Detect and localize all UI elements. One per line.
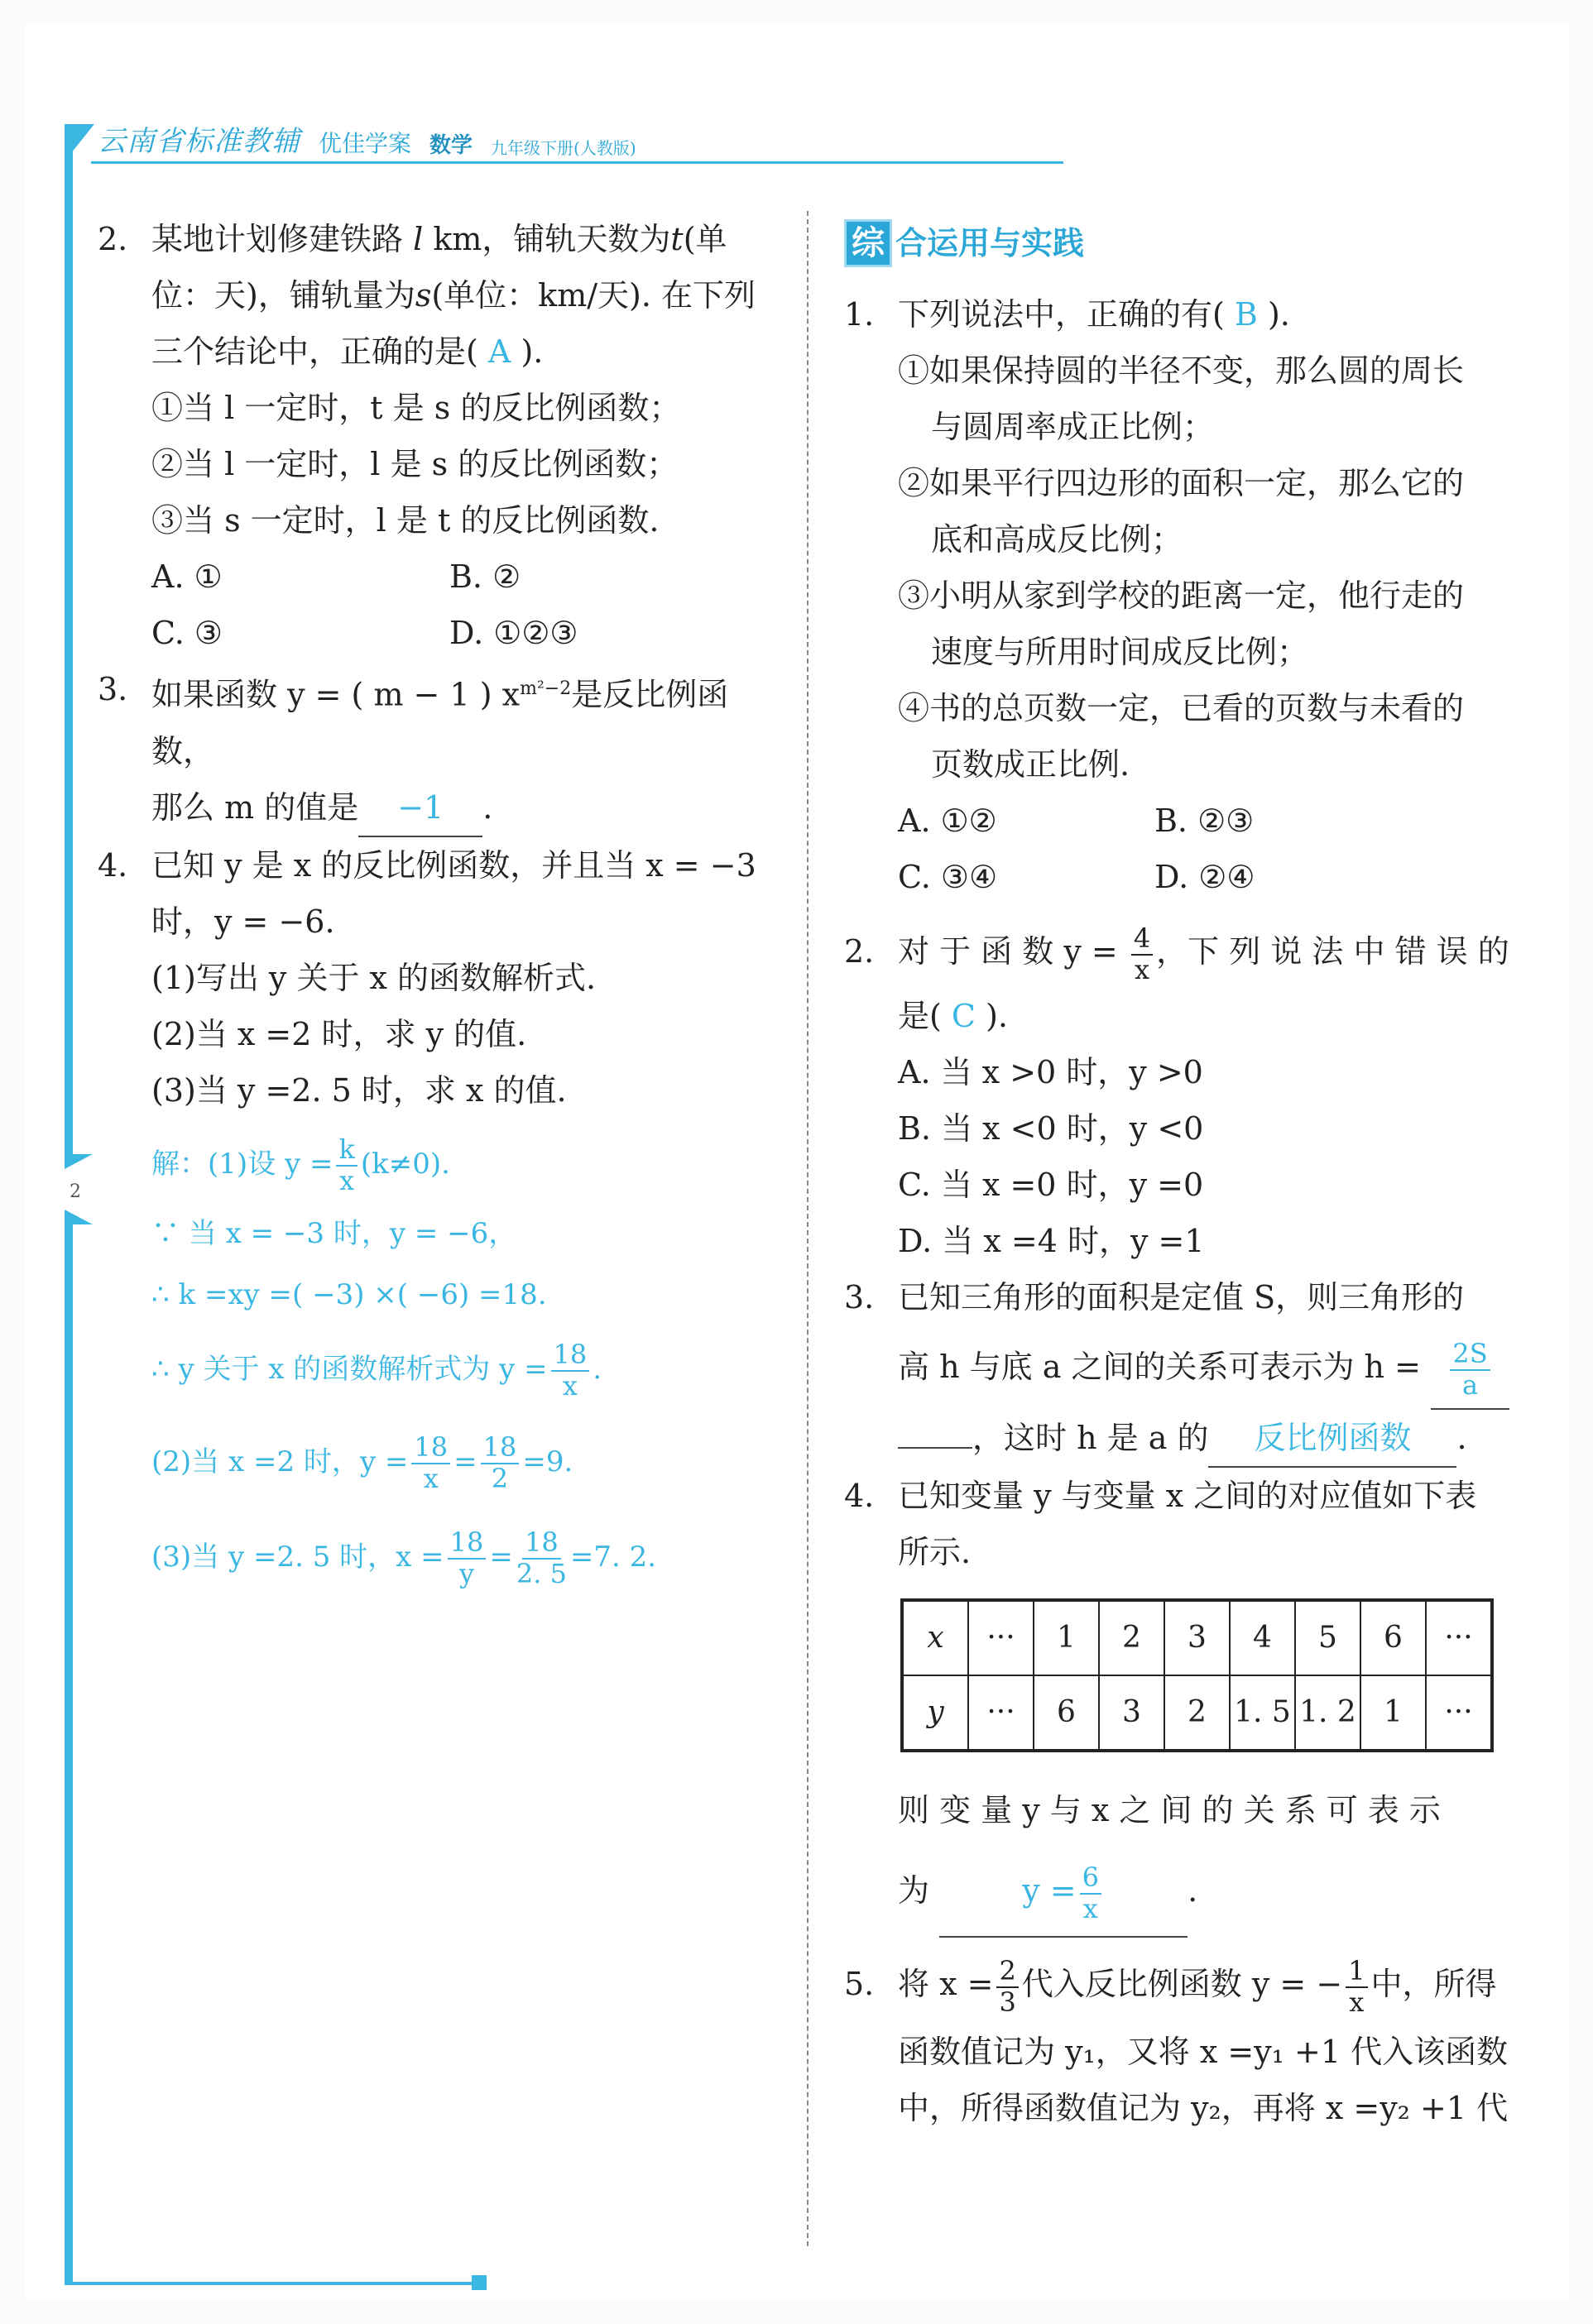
running-header bbox=[98, 126, 636, 159]
page-number: 2 bbox=[70, 1181, 81, 1202]
statement: ④书的总页数一定，已看的页数与未看的 bbox=[898, 690, 1465, 726]
question-number: 2. bbox=[98, 221, 128, 257]
table-cell: 4 bbox=[1230, 1600, 1295, 1675]
statement: ③小明从家到学校的距离一定，他行走的 bbox=[898, 577, 1465, 614]
table-cell: 1 bbox=[1360, 1675, 1426, 1751]
answer-choice: A bbox=[487, 333, 511, 370]
table-cell: ··· bbox=[968, 1600, 1034, 1675]
statement: ②当 l 一定时，l 是 s 的反比例函数； bbox=[151, 446, 679, 482]
statement: ②如果平行四边形的面积一定，那么它的 bbox=[898, 465, 1465, 501]
table-row-x bbox=[902, 1600, 1492, 1675]
sub-question: (2)当 x =2 时，求 y 的值. bbox=[151, 1015, 527, 1052]
table-cell: 6 bbox=[1034, 1675, 1099, 1751]
options-grid bbox=[98, 549, 776, 661]
header-grade: 九年级下册(人教版) bbox=[491, 138, 636, 158]
statement: 底和高成反比例； bbox=[931, 521, 1183, 558]
option: B. ② bbox=[449, 558, 521, 595]
answer-blank-tail bbox=[898, 1447, 972, 1449]
question-number: 4. bbox=[844, 1478, 875, 1514]
left-column bbox=[98, 211, 776, 1605]
answer-choice: B bbox=[1234, 296, 1258, 333]
question-left-4: 4. 已知 y 是 x 的反比例函数，并且当 x = −3 时，y = −6. bbox=[98, 837, 776, 950]
margin-bar-top bbox=[65, 124, 73, 1154]
answer-blank: −1 bbox=[358, 779, 482, 837]
table-cell: 1 bbox=[1034, 1600, 1099, 1675]
sub-question: (1)写出 y 关于 x 的函数解析式. bbox=[151, 959, 597, 996]
column-divider bbox=[807, 211, 808, 2246]
option: C. 当 x =0 时，y =0 bbox=[898, 1167, 1204, 1203]
section-heading bbox=[844, 215, 1514, 271]
table-cell: ··· bbox=[1426, 1675, 1492, 1751]
table-cell: 6 bbox=[1360, 1600, 1426, 1675]
question-right-2: 2. 对 于 函 数 y = $\frac{4}{x}$ ，下 列 说 法 中 错 误 的 是( C ). bbox=[844, 922, 1509, 1034]
question-number: 3. bbox=[844, 1279, 875, 1315]
options-grid bbox=[844, 793, 1514, 905]
exponent: m²−2 bbox=[520, 678, 572, 699]
statement: ①如果保持圆的半径不变，那么圆的周长 bbox=[898, 352, 1465, 389]
table-cell: 1. 2 bbox=[1295, 1675, 1360, 1751]
header-subject: 数学 bbox=[429, 133, 473, 158]
question-right-4: 4. 已知变量 y 与变量 x 之间的对应值如下表 所示. bbox=[844, 1468, 1514, 1580]
option: D. ②④ bbox=[1154, 859, 1255, 895]
table-cell: ··· bbox=[968, 1675, 1034, 1751]
footer-rule bbox=[65, 2282, 474, 2285]
table-cell: 3 bbox=[1164, 1600, 1230, 1675]
option: A. ① bbox=[151, 558, 223, 595]
question-right-1: 1. 下列说法中，正确的有( B ). bbox=[844, 286, 1514, 343]
section-badge: 综 bbox=[844, 219, 892, 267]
statement: 与圆周率成正比例； bbox=[931, 409, 1215, 445]
value-table bbox=[900, 1598, 1494, 1752]
table-cell: 2 bbox=[1164, 1675, 1230, 1751]
table-cell: y bbox=[902, 1675, 968, 1751]
sub-question: (3)当 y =2. 5 时，求 x 的值. bbox=[151, 1071, 567, 1109]
table-cell: 5 bbox=[1295, 1600, 1360, 1675]
question-right-5: 5. 将 x = $\frac{2}{3}$ 代入反比例函数 y = − $\frac{1}{x}$ 中，所得 函数值记为 y₁，又将 x =y₁ +1 代入该函数 中，所得函数值记为 y₂，再将 x =y₂ +1 代 bbox=[844, 1955, 1509, 2126]
header-series: 优佳学案 bbox=[319, 130, 412, 157]
question-left-3: 3. 如果函数 y = ( m − 1 ) $x^{m^2-2}$是反比例函数， 那么 m 的值是 −1 . bbox=[98, 661, 776, 837]
answer-blank: 反比例函数 bbox=[1208, 1410, 1456, 1468]
header-rule bbox=[91, 161, 1063, 164]
table-cell: 3 bbox=[1099, 1675, 1164, 1751]
question-number: 5. bbox=[844, 1966, 875, 2002]
option: A. 当 x >0 时，y >0 bbox=[898, 1054, 1203, 1090]
answer-choice: C bbox=[951, 998, 976, 1034]
margin-bar-bottom bbox=[65, 1224, 73, 2283]
question-number: 1. bbox=[844, 296, 875, 333]
question-stem: 某地计划修建铁路 l km，铺轨天数为t(单位：天)，铺轨量为s(单位：km/天). 在下列三个结论中，正确的是( A ). bbox=[151, 221, 756, 370]
footer-square bbox=[472, 2275, 487, 2290]
question-number: 2. bbox=[844, 933, 875, 970]
section-title: 合运用与实践 bbox=[895, 224, 1085, 261]
table-cell: 2 bbox=[1099, 1600, 1164, 1675]
option: C. ③ bbox=[151, 615, 223, 651]
header-wedge bbox=[65, 124, 94, 161]
option: B. ②③ bbox=[1154, 803, 1255, 839]
answer-blank: $\frac{2S}{a}$ bbox=[1431, 1325, 1509, 1410]
table-cell: x bbox=[902, 1600, 968, 1675]
option: A. ①② bbox=[898, 803, 997, 839]
right-column: 综 合运用与实践 1. 下列说法中，正确的有( B ). ①如果保持圆的半径不变，那么圆的周长 与圆周率成正比例； ②如果平行四边形的面积一定，那么它的 底和高成反比例； ③小明从家到学校的距离一定，他行走的 速度与所用时间成反比例； ④书的总页数一定，已看的页数与未看的 页数成正比例. A. ①② B. ②③ C. ③④ D. ②④ 2. 对 于 函 数 y = $\frac{4}{x}$ ，下 列 说 法 中 错 误 的 是( C ). A. 当 x >0 时，y >0 B. 当 x <0 时，y <0 C. 当 x =0 时，y =0 D. 当 x =4 时，y =1 3. 已知三角形的面积是定值 S，则三角形的 高 h 与底 a 之间的关系可表示为 h = $\frac{2S}{a}$ ，这时 h 是 a 的 反比例函数 . 4. 已知变量 y 与变量 x 之间的对应值如下表 所示. x ··· 1 2 3 4 5 6 ··· y ··· 6 3 2 1. 5 1. 2 1 ··· 则 变 量 y 与 x 之 间 的 关 系 可 表 示 为 y = $\frac{6}{x}$ . 5. 将 x = $\frac{2}{3}$ 代入反比例函数 y = − $\frac{1}{x}$ 中，所得 函数值记为 y₁，又将 x =y₁ +1 代入该函数 中，所得函数值记为 y₂，再将 x =y₂ +1 代 bbox=[844, 215, 1514, 2136]
option: B. 当 x <0 时，y <0 bbox=[898, 1110, 1204, 1147]
question-left-2 bbox=[98, 211, 776, 380]
option: C. ③④ bbox=[898, 859, 998, 895]
question-number: 4. bbox=[98, 846, 128, 884]
table-cell: ··· bbox=[1426, 1600, 1492, 1675]
statement: ①当 l 一定时，t 是 s 的反比例函数； bbox=[151, 390, 681, 426]
table-cell: 1. 5 bbox=[1230, 1675, 1295, 1751]
statement: ③当 s 一定时，l 是 t 的反比例函数. bbox=[151, 502, 660, 539]
table-row-y bbox=[902, 1675, 1492, 1751]
solution: 解：(1)设 y = $\frac{k}{x}$ (k≠0). ∵ 当 x = −3 时，y = −6， ∴ k =xy =( −3) ×( −6) =18. ∴ y 关于 x 的函数解析式为 y = $\frac{18}{x}$ . (2)当 x =2 时，y = $\frac{18}{x}$ = $\frac{18}{2}$ =9. (3)当 y =2. 5 时，x = $\frac{18}{y}$ = $\frac{18}{2. 5}$ =7. 2. bbox=[151, 1133, 657, 1589]
question-number: 3. bbox=[98, 671, 128, 707]
answer-blank: y = $\frac{6}{x}$ bbox=[939, 1845, 1188, 1938]
option: D. ①②③ bbox=[449, 615, 578, 651]
option: D. 当 x =4 时，y =1 bbox=[898, 1223, 1205, 1259]
statement: 页数成正比例. bbox=[931, 746, 1130, 783]
statement: 速度与所用时间成反比例； bbox=[931, 634, 1309, 670]
header-brand: 云南省标准教辅 bbox=[98, 125, 300, 158]
question-right-3: 3. 已知三角形的面积是定值 S，则三角形的 高 h 与底 a 之间的关系可表示为 h = $\frac{2S}{a}$ ，这时 h 是 a 的 反比例函数 . bbox=[844, 1269, 1514, 1468]
